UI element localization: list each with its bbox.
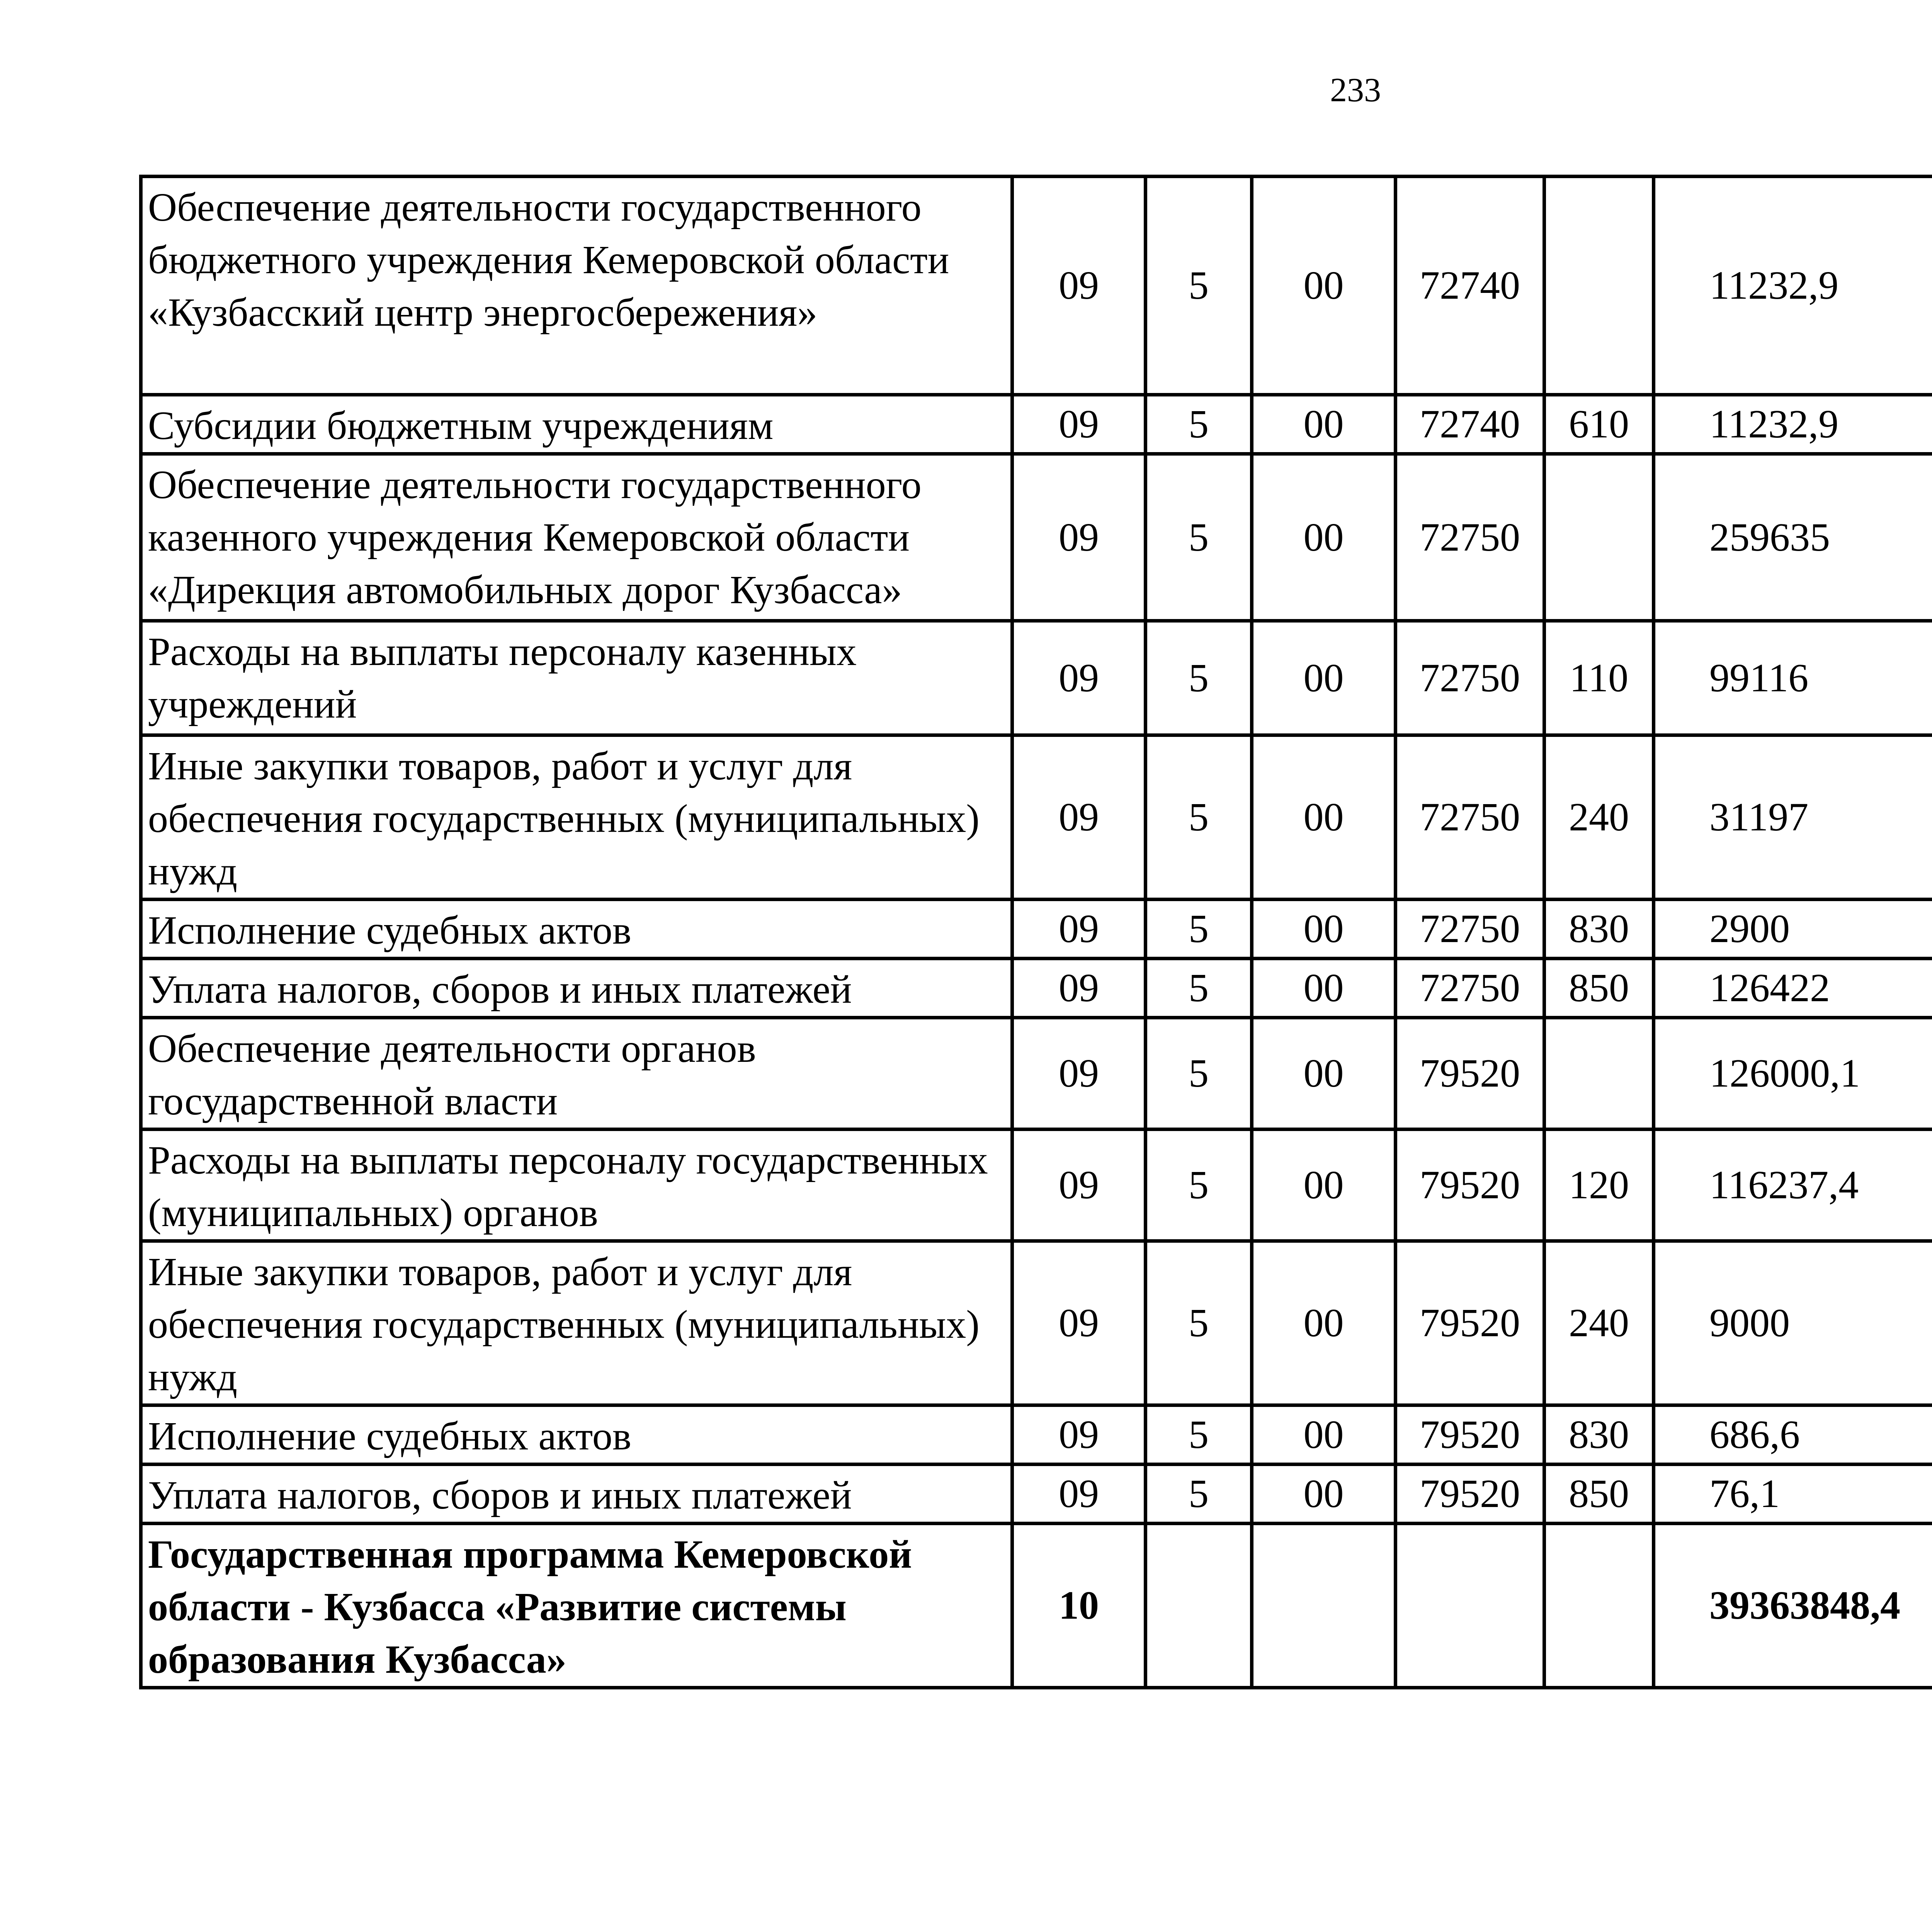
code-event: 00 <box>1252 1465 1396 1524</box>
page-number: 233 <box>1330 71 1381 109</box>
code-program: 09 <box>1012 1465 1146 1524</box>
amount-year-1: 9000 <box>1654 1241 1932 1405</box>
code-direction: 72750 <box>1396 454 1544 621</box>
code-direction: 72750 <box>1396 900 1544 959</box>
code-program: 09 <box>1012 735 1146 900</box>
code-expense-type: 240 <box>1544 735 1654 900</box>
table-row <box>141 1129 1932 1241</box>
table-row <box>141 959 1932 1018</box>
row-name: Иные закупки товаров, работ и услуг для обеспечения государственных (муниципальных) нужд <box>141 735 1012 900</box>
row-name: Уплата налогов, сборов и иных платежей <box>141 1465 1012 1524</box>
code-direction: 72750 <box>1396 621 1544 735</box>
table-row <box>141 621 1932 735</box>
code-subprogram <box>1146 1524 1252 1688</box>
amount-year-1: 126422 <box>1654 959 1932 1018</box>
code-program: 09 <box>1012 959 1146 1018</box>
row-name: Расходы на выплаты персоналу казенных учреждений <box>141 621 1012 735</box>
code-subprogram: 5 <box>1146 1018 1252 1129</box>
code-event: 00 <box>1252 395 1396 454</box>
amount-year-1: 2900 <box>1654 900 1932 959</box>
code-expense-type: 850 <box>1544 959 1654 1018</box>
amount-year-1: 686,6 <box>1654 1405 1932 1465</box>
code-event <box>1252 1524 1396 1688</box>
row-name: Иные закупки товаров, работ и услуг для обеспечения государственных (муниципальных) нужд <box>141 1241 1012 1405</box>
code-event: 00 <box>1252 621 1396 735</box>
code-direction: 79520 <box>1396 1465 1544 1524</box>
row-name: Обеспечение деятельности органов государственной власти <box>141 1018 1012 1129</box>
row-name: Расходы на выплаты персоналу государственных (муниципальных) органов <box>141 1129 1012 1241</box>
code-direction: 72740 <box>1396 395 1544 454</box>
table-row <box>141 735 1932 900</box>
code-direction: 79520 <box>1396 1129 1544 1241</box>
code-program: 09 <box>1012 1129 1146 1241</box>
table-row <box>141 1241 1932 1405</box>
table-row-total <box>141 1524 1932 1688</box>
code-program: 09 <box>1012 1405 1146 1465</box>
code-subprogram: 5 <box>1146 395 1252 454</box>
table-row <box>141 177 1932 395</box>
code-event: 00 <box>1252 1241 1396 1405</box>
code-expense-type: 610 <box>1544 395 1654 454</box>
code-expense-type <box>1544 1524 1654 1688</box>
code-expense-type: 240 <box>1544 1241 1654 1405</box>
code-subprogram: 5 <box>1146 1241 1252 1405</box>
amount-year-1: 76,1 <box>1654 1465 1932 1524</box>
code-direction: 72750 <box>1396 735 1544 900</box>
amount-year-1: 259635 <box>1654 454 1932 621</box>
code-direction <box>1396 1524 1544 1688</box>
code-subprogram: 5 <box>1146 900 1252 959</box>
table-row <box>141 395 1932 454</box>
code-direction: 79520 <box>1396 1241 1544 1405</box>
table-row <box>141 1465 1932 1524</box>
code-program: 09 <box>1012 621 1146 735</box>
code-program: 09 <box>1012 177 1146 395</box>
budget-table <box>139 175 1932 1689</box>
code-program: 09 <box>1012 900 1146 959</box>
row-name: Обеспечение деятельности государственного бюджетного учреждения Кемеровской области «Кузбасский центр энергосбережения» <box>141 177 1012 395</box>
code-expense-type: 110 <box>1544 621 1654 735</box>
amount-year-1: 116237,4 <box>1654 1129 1932 1241</box>
row-name: Исполнение судебных актов <box>141 1405 1012 1465</box>
code-expense-type: 830 <box>1544 1405 1654 1465</box>
code-subprogram: 5 <box>1146 177 1252 395</box>
row-name: Государственная программа Кемеровской области - Кузбасса «Развитие системы образования Кузбасса» <box>141 1524 1012 1688</box>
table-row <box>141 900 1932 959</box>
table-row <box>141 454 1932 621</box>
code-subprogram: 5 <box>1146 1465 1252 1524</box>
code-expense-type: 850 <box>1544 1465 1654 1524</box>
amount-year-1: 11232,9 <box>1654 395 1932 454</box>
code-event: 00 <box>1252 959 1396 1018</box>
code-expense-type <box>1544 454 1654 621</box>
code-subprogram: 5 <box>1146 454 1252 621</box>
code-subprogram: 5 <box>1146 1405 1252 1465</box>
code-event: 00 <box>1252 1018 1396 1129</box>
code-subprogram: 5 <box>1146 621 1252 735</box>
code-subprogram: 5 <box>1146 735 1252 900</box>
code-subprogram: 5 <box>1146 959 1252 1018</box>
code-event: 00 <box>1252 454 1396 621</box>
code-direction: 79520 <box>1396 1018 1544 1129</box>
code-program: 09 <box>1012 395 1146 454</box>
row-name: Обеспечение деятельности государственного казенного учреждения Кемеровской области «Дирекция автомобильных дорог Кузбасса» <box>141 454 1012 621</box>
table-row <box>141 1405 1932 1465</box>
code-program: 09 <box>1012 1018 1146 1129</box>
code-event: 00 <box>1252 1129 1396 1241</box>
code-event: 00 <box>1252 735 1396 900</box>
code-expense-type <box>1544 177 1654 395</box>
code-expense-type: 120 <box>1544 1129 1654 1241</box>
code-event: 00 <box>1252 1405 1396 1465</box>
code-direction: 72740 <box>1396 177 1544 395</box>
amount-year-1: 99116 <box>1654 621 1932 735</box>
code-event: 00 <box>1252 177 1396 395</box>
code-program: 09 <box>1012 454 1146 621</box>
row-name: Уплата налогов, сборов и иных платежей <box>141 959 1012 1018</box>
code-program: 09 <box>1012 1241 1146 1405</box>
code-subprogram: 5 <box>1146 1129 1252 1241</box>
amount-year-1: 126000,1 <box>1654 1018 1932 1129</box>
amount-year-1: 31197 <box>1654 735 1932 900</box>
row-name: Субсидии бюджетным учреждениям <box>141 395 1012 454</box>
code-program: 10 <box>1012 1524 1146 1688</box>
table-row <box>141 1018 1932 1129</box>
row-name: Исполнение судебных актов <box>141 900 1012 959</box>
code-direction: 72750 <box>1396 959 1544 1018</box>
code-direction: 79520 <box>1396 1405 1544 1465</box>
code-event: 00 <box>1252 900 1396 959</box>
code-expense-type <box>1544 1018 1654 1129</box>
amount-year-1: 11232,9 <box>1654 177 1932 395</box>
amount-year-1: 39363848,4 <box>1654 1524 1932 1688</box>
code-expense-type: 830 <box>1544 900 1654 959</box>
